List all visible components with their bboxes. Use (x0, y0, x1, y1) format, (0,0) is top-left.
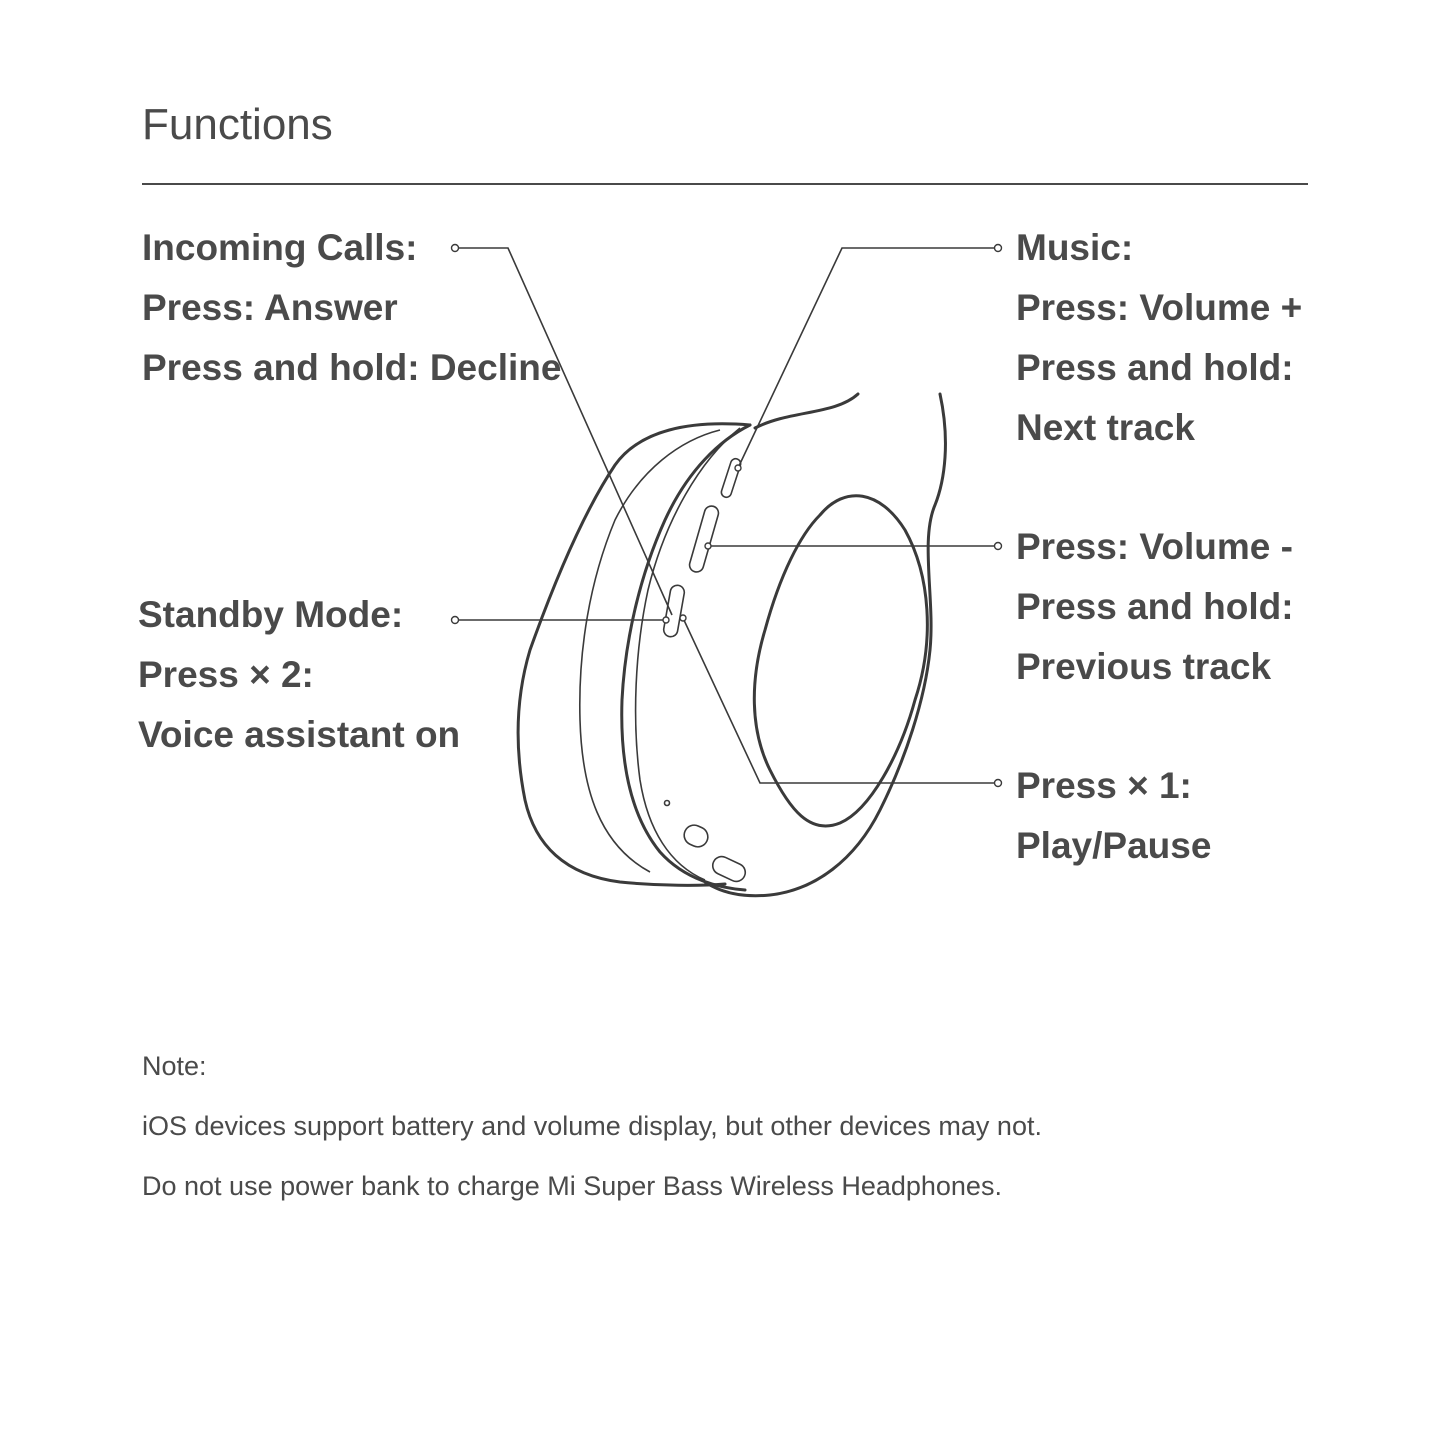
standby-mode-line: Press × 2: (138, 654, 314, 695)
incoming-calls-heading: Incoming Calls: (142, 227, 418, 268)
led-indicator (665, 801, 670, 806)
page-title: Functions (142, 100, 333, 149)
play-pause-callout (1016, 756, 1211, 876)
standby-button-dot (663, 617, 669, 623)
play-pause-button-dot (680, 615, 686, 621)
note-heading: Note: (142, 1051, 207, 1081)
multifunction-button (663, 584, 686, 638)
volume-down-line: Press: Volume - (1016, 526, 1293, 567)
volume-down-line: Press and hold: (1016, 586, 1294, 627)
incoming-calls-callout (142, 218, 561, 398)
music-line: Press: Volume + (1016, 287, 1303, 328)
music-leader-dot (995, 245, 1002, 252)
play-pause-leader (683, 618, 998, 783)
music-leader (738, 248, 998, 468)
play-pause-line: Press × 1: (1016, 765, 1192, 806)
volume-down-line: Previous track (1016, 646, 1272, 687)
music-line: Next track (1016, 407, 1195, 448)
note-section (142, 1036, 1042, 1216)
shell-inner-curve (636, 428, 740, 880)
music-heading: Music: (1016, 227, 1134, 268)
standby-mode-callout (138, 585, 460, 765)
volume-down-button (688, 504, 720, 573)
music-callout (1016, 218, 1302, 458)
volume-down-leader-dot (995, 543, 1002, 550)
incoming-calls-line: Press: Answer (142, 287, 398, 328)
note-line: iOS devices support battery and volume display, but other devices may not. (142, 1111, 1042, 1141)
standby-mode-heading: Standby Mode: (138, 594, 404, 635)
play-pause-line: Play/Pause (1016, 825, 1212, 866)
volume-down-button-dot (705, 543, 711, 549)
note-line: Do not use power bank to charge Mi Super Bass Wireless Headphones. (142, 1171, 1002, 1201)
volume-up-button-dot (735, 465, 741, 471)
audio-port (710, 854, 748, 885)
ear-cushion-outline (518, 424, 750, 886)
volume-down-callout (1016, 517, 1294, 697)
play-pause-leader-dot (995, 780, 1002, 787)
music-line: Press and hold: (1016, 347, 1294, 388)
volume-up-button (720, 457, 742, 498)
incoming-calls-line: Press and hold: Decline (142, 347, 562, 388)
charge-port (681, 822, 711, 850)
standby-mode-line: Voice assistant on (138, 714, 461, 755)
